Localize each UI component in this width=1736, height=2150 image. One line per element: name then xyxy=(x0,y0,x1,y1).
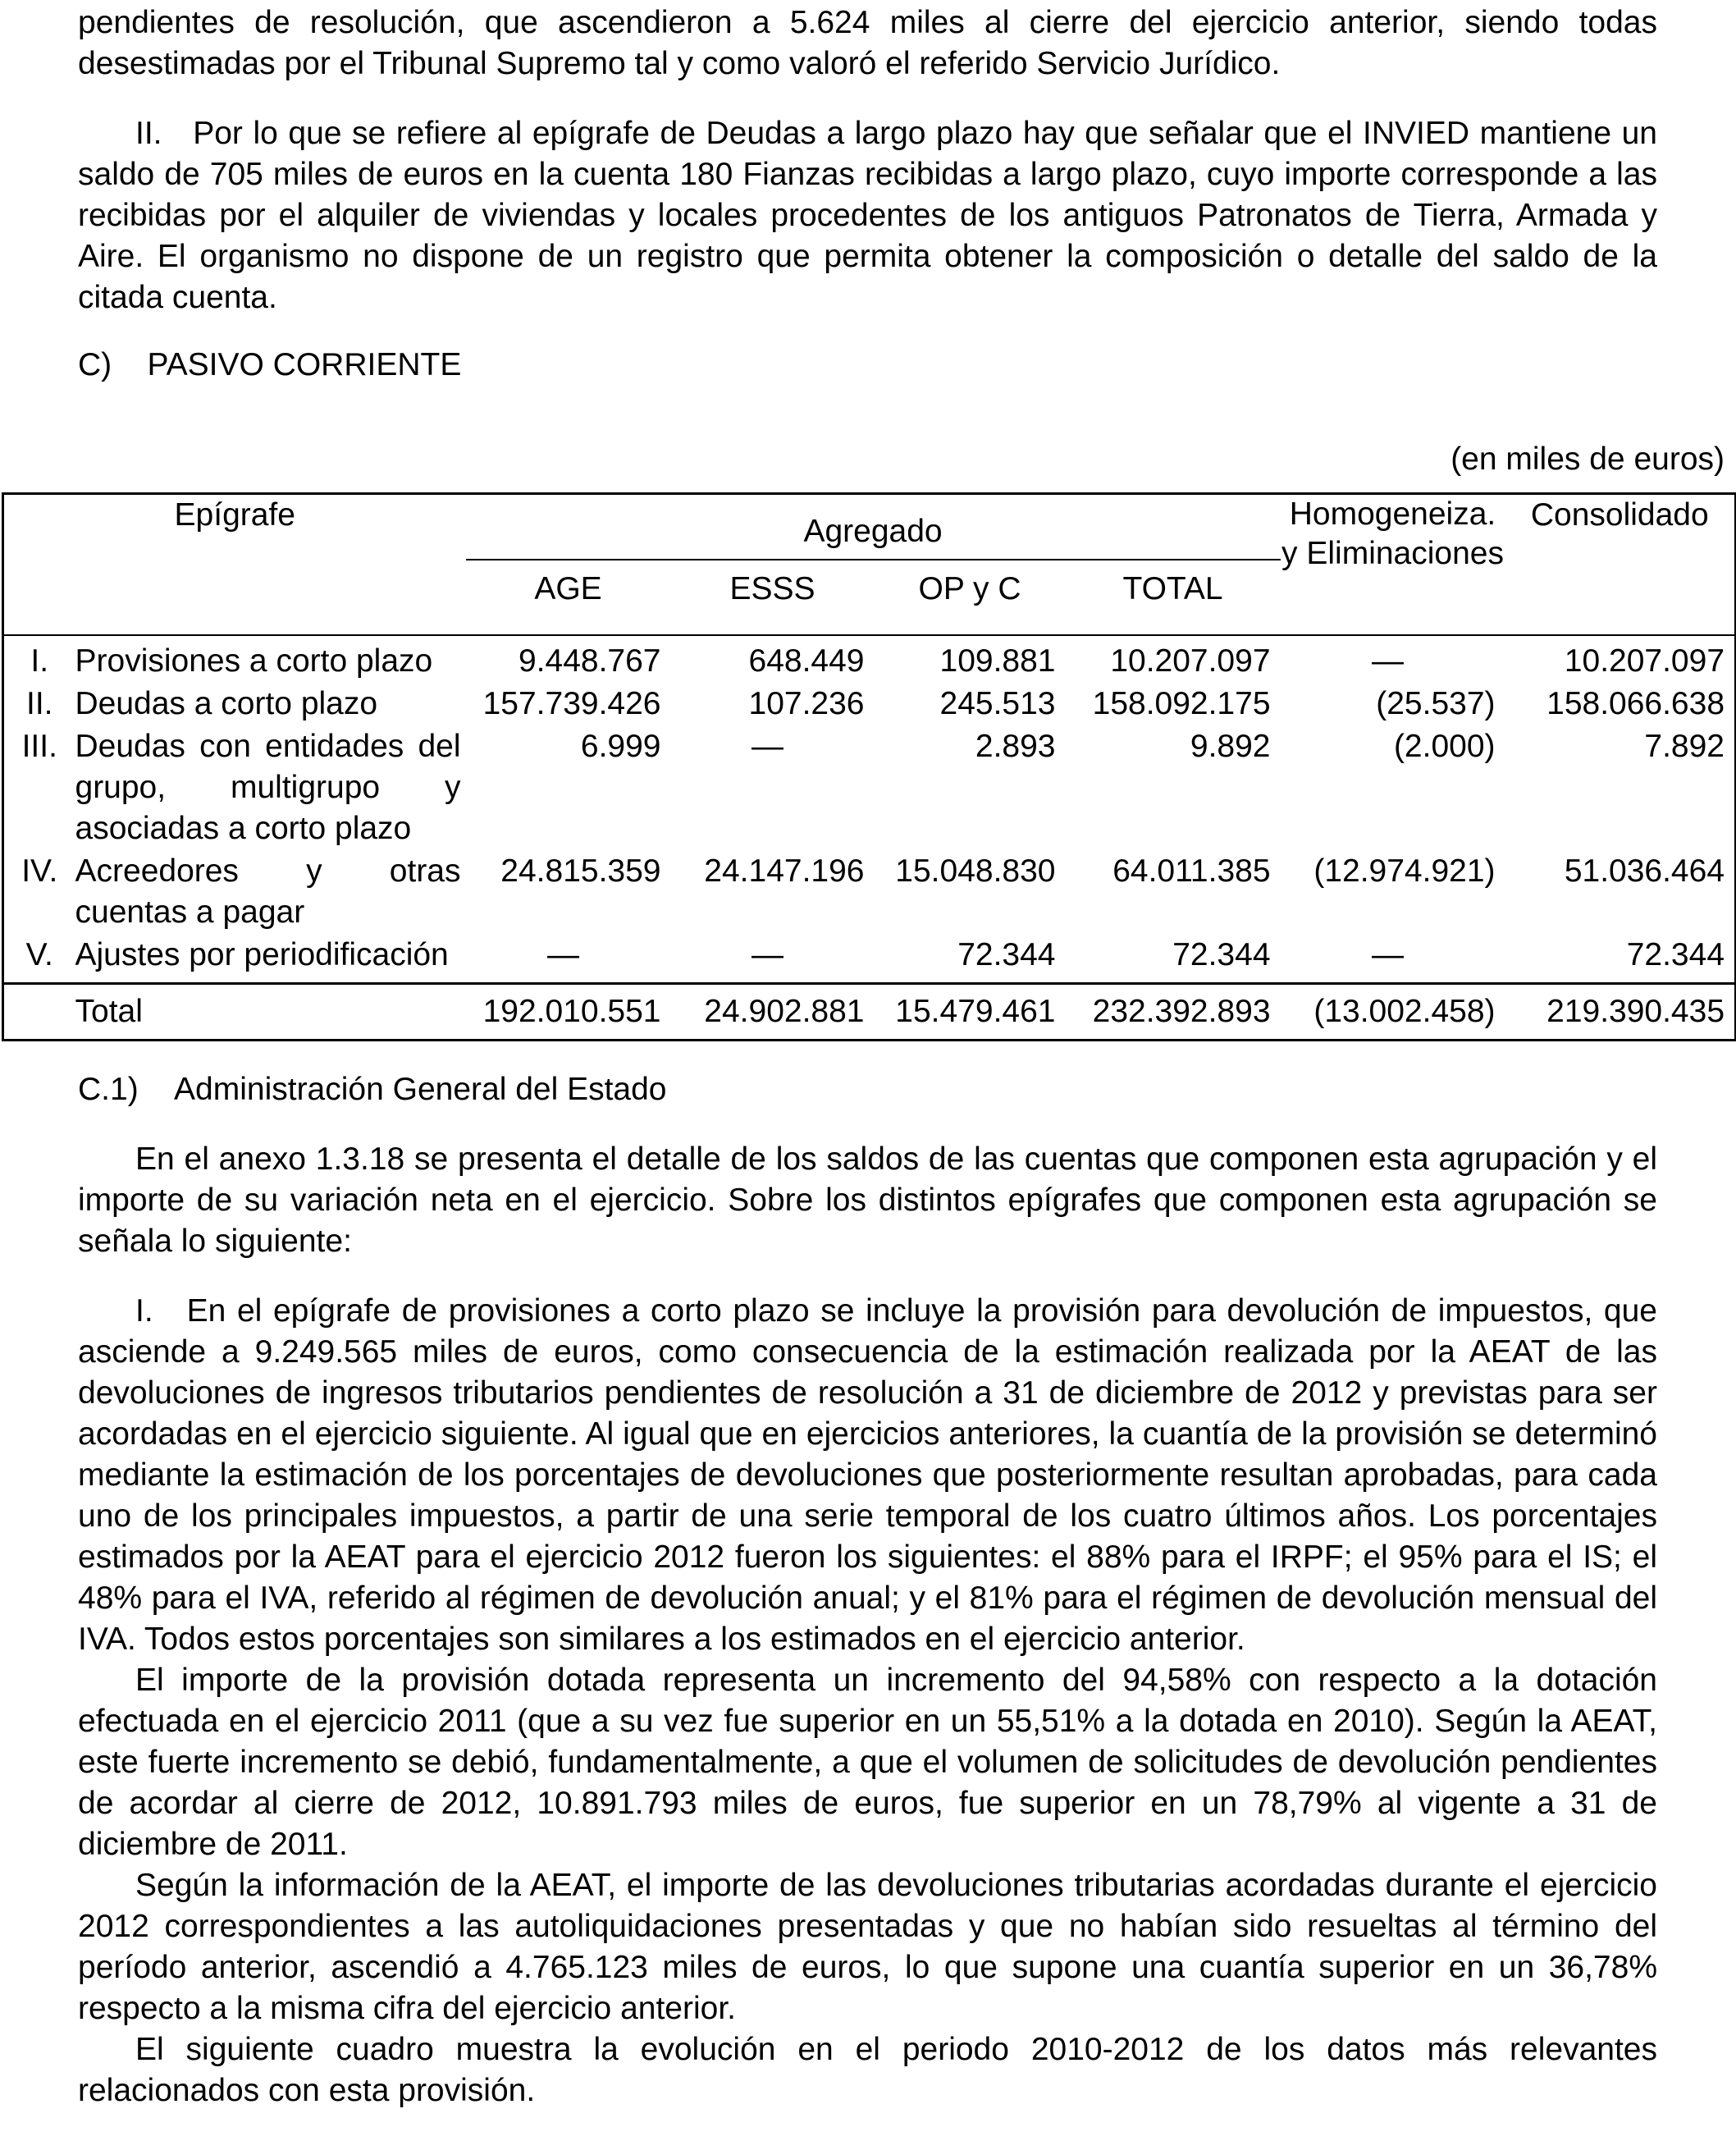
cell-age: 24.815.359 xyxy=(500,853,661,889)
cell-homog: (25.537) xyxy=(1376,686,1496,721)
c1-paragraph-2: I. En el epígrafe de provisiones a corto plazo se incluye la provisión para devolución de impuestos, que asciende a 9.249.565 miles de euros, como consecuencia de la estimación realizada por la AEAT de las devoluciones de ingresos tributarios pendientes de resolución a 31 de diciembre de 2012 y previstas para ser acordadas en el ejercicio siguiente. Al igual que en ejercicios anteriores, la cuantía de la provisión se determinó mediante la estimación de los porcentajes de devoluciones que posteriormente resultan aprobadas, para cada uno de los principales impuestos, a partir de una serie temporal de los cuatro últimos años. Los porcentajes estimados por la AEAT para el ejercicio 2012 fueron los siguientes: el 88% para el IRPF; el 95% para el IS; el 48% para el IVA, referido al régimen de devolución anual; y el 81% para el régimen de devolución mensual del IVA. Todos estos porcentajes son similares a los estimados en el ejercicio anterior. xyxy=(78,1293,1657,1657)
c1-paragraph-block-1 xyxy=(78,1139,1657,1262)
cell-consolidado: 7.892 xyxy=(1644,729,1725,764)
cell-homog: (2.000) xyxy=(1393,729,1496,764)
row-label: Acreedores y otras cuentas a pagar xyxy=(75,853,461,930)
table-row xyxy=(3,725,1736,849)
c1-paragraph-5: El siguiente cuadro muestra la evolución en el periodo 2010-2012 de los datos más relevantes relacionados con esta provisión. xyxy=(78,2032,1657,2108)
cell-age: 9.448.767 xyxy=(518,643,661,679)
cell-opyc: 109.881 xyxy=(939,643,1056,679)
table-row xyxy=(3,933,1736,984)
c1-paragraph-block-2 xyxy=(78,1291,1657,2111)
header-epigrafe: Epígrafe xyxy=(174,497,295,533)
header-consolidado: Consolidado xyxy=(1530,497,1709,533)
header-agregado-rule xyxy=(466,559,1281,560)
pasivo-corriente-table xyxy=(2,492,1736,1041)
cell-esss: — xyxy=(752,729,783,764)
section-c-heading: C) PASIVO CORRIENTE xyxy=(78,347,462,382)
cell-opyc: 72.344 xyxy=(957,937,1056,972)
row-label: Deudas con entidades del grupo, multigrupo y asociadas a corto plazo xyxy=(75,729,461,846)
c1-paragraph-4: Según la información de la AEAT, el importe de las devoluciones tributarias acordadas durante el ejercicio 2012 correspondientes a las autoliquidaciones presentadas y que no habían sido resueltas al término del período anterior, ascendió a 4.765.123 miles de euros, lo que supone una cuantía superior en un 36,78% respecto a la misma cifra del ejercicio anterior. xyxy=(78,1868,1657,2026)
cell-consolidado: 158.066.638 xyxy=(1546,686,1725,721)
header-opyc: OP y C xyxy=(918,571,1021,606)
table-header-row-1 xyxy=(3,494,1736,570)
cell-total: 64.011.385 xyxy=(1112,853,1271,889)
section-c1-heading: C.1) Administración General del Estado xyxy=(78,1072,667,1107)
intro-section xyxy=(78,2,1657,85)
cell-total: 10.207.097 xyxy=(1110,643,1271,679)
row-number: I. xyxy=(30,643,49,679)
cell-age: 157.739.426 xyxy=(482,686,661,721)
row-number: II. xyxy=(25,686,53,721)
row-label: Deudas a corto plazo xyxy=(75,686,378,721)
total-consolidado: 219.390.435 xyxy=(1505,984,1736,1041)
total-opyc: 15.479.461 xyxy=(875,984,1066,1041)
total-number-cell xyxy=(3,984,75,1041)
table-row xyxy=(3,682,1736,725)
row-label: Ajustes por periodificación xyxy=(75,937,449,972)
intro-paragraph-1: pendientes de resolución, que ascendieron a 5.624 miles al cierre del ejercicio anterior, siendo todas desestimadas por el Tribunal Supremo tal y como valoró el referido Servicio Jurídico. xyxy=(78,5,1657,81)
table-unit-note: (en miles de euros) xyxy=(1450,441,1725,477)
cell-consolidado: 72.344 xyxy=(1626,937,1725,972)
cell-opyc: 2.893 xyxy=(975,729,1056,764)
header-agregado-label: Agregado xyxy=(803,514,943,549)
cell-total: 9.892 xyxy=(1190,729,1271,764)
table-row xyxy=(3,635,1736,682)
header-agregado xyxy=(466,494,1281,570)
cell-esss: 107.236 xyxy=(748,686,865,721)
total-total: 232.392.893 xyxy=(1066,984,1281,1041)
cell-homog: (12.974.921) xyxy=(1313,853,1496,889)
cell-age: — xyxy=(547,937,579,972)
cell-age: 6.999 xyxy=(580,729,661,764)
total-esss: 24.902.881 xyxy=(671,984,875,1041)
total-age: 192.010.551 xyxy=(466,984,671,1041)
table-total-row xyxy=(3,984,1736,1041)
header-homogeneizacion: Homogeneiza. y Eliminaciones xyxy=(1281,496,1504,571)
cell-esss: — xyxy=(752,937,783,972)
cell-opyc: 245.513 xyxy=(939,686,1056,721)
row-label: Provisiones a corto plazo xyxy=(75,643,433,679)
cell-consolidado: 10.207.097 xyxy=(1564,643,1725,679)
cell-consolidado: 51.036.464 xyxy=(1564,853,1725,889)
table-row xyxy=(3,849,1736,933)
cell-homog: — xyxy=(1372,937,1405,972)
intro-paragraph-2: II. Por lo que se refiere al epígrafe de Deudas a largo plazo hay que señalar que el INVIED mantiene un saldo de 705 miles de euros en la cuenta 180 Fianzas recibidas a largo plazo, cuyo importe corresponde a las recibidas por el alquiler de viviendas y locales procedentes de los antiguos Patronatos de Tierra, Armada y Aire. El organismo no dispone de un registro que permita obtener la composición o detalle del saldo de la citada cuenta. xyxy=(78,116,1657,315)
cell-esss: 648.449 xyxy=(748,643,865,679)
cell-total: 158.092.175 xyxy=(1092,686,1271,721)
intro-section-2 xyxy=(78,113,1657,318)
cell-opyc: 15.048.830 xyxy=(895,853,1056,889)
header-esss: ESSS xyxy=(729,571,815,606)
row-number: V. xyxy=(25,937,53,972)
c1-paragraph-1: En el anexo 1.3.18 se presenta el detalle de los saldos de las cuentas que componen esta agrupación y el importe de su variación neta en el ejercicio. Sobre los distintos epígrafes que componen esta agrupación se señala lo siguiente: xyxy=(78,1141,1657,1259)
row-number: IV. xyxy=(21,853,58,889)
header-age: AGE xyxy=(534,571,602,606)
c1-paragraph-3: El importe de la provisión dotada representa un incremento del 94,58% con respecto a la dotación efectuada en el ejercicio 2011 (que a su vez fue superior en un 55,51% a la dotada en 2010). Según la AEAT, este fuerte incremento se debió, fundamentalmente, a que el volumen de solicitudes de devolución pendientes de acordar al cierre de 2012, 10.891.793 miles de euros, fue superior en un 78,79% al vigente a 31 de diciembre de 2011. xyxy=(78,1663,1657,1862)
row-number: III. xyxy=(21,729,57,764)
header-total: TOTAL xyxy=(1122,571,1223,606)
total-label: Total xyxy=(75,984,466,1041)
cell-total: 72.344 xyxy=(1172,937,1271,972)
cell-esss: 24.147.196 xyxy=(704,853,865,889)
cell-homog: — xyxy=(1372,643,1405,679)
total-homog: (13.002.458) xyxy=(1281,984,1505,1041)
